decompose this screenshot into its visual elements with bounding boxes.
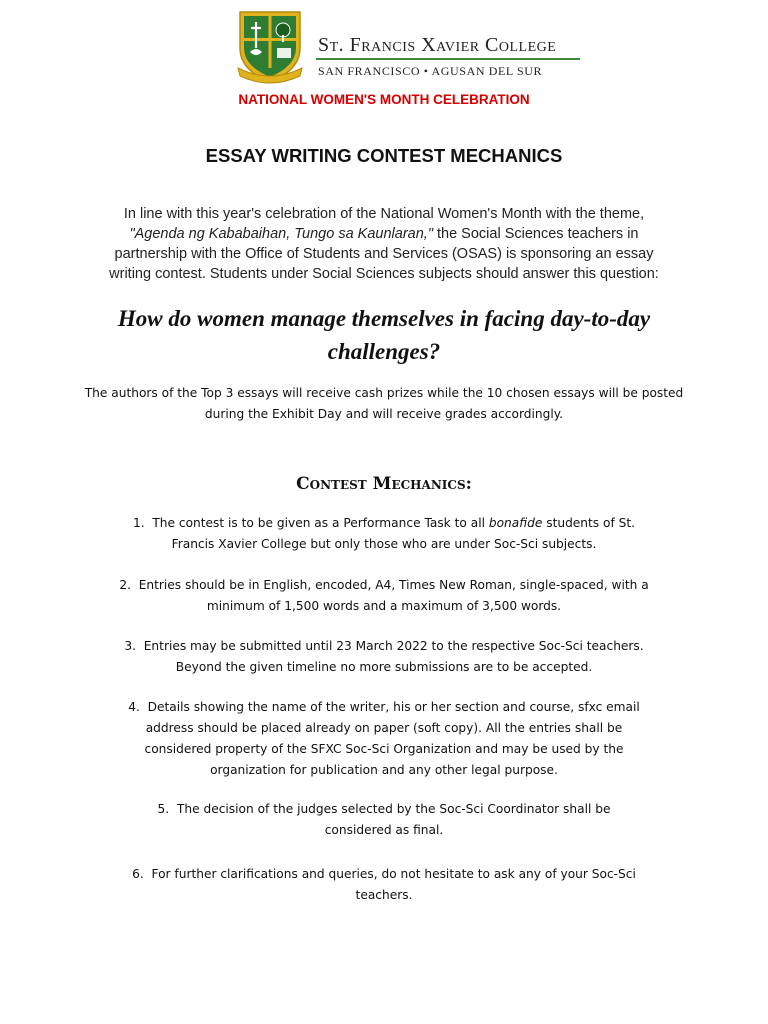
college-crest-logo	[236, 8, 304, 84]
essay-question: How do women manage themselves in facing day-to-day challenges?	[117, 306, 651, 364]
rule-emphasis: bonafide	[488, 516, 543, 530]
intro-text-part2: the Social Sciences teachers in partnership with the Office of Students and Services (OSAS) is sponsoring an essay writing contest. Students under Social Sciences subjects should answer this question:	[109, 226, 659, 282]
prizes-paragraph: The authors of the Top 3 essays will receive cash prizes while the 10 chosen essays will be posted during the Exhibit Day and will receive grades accordingly.	[84, 386, 684, 421]
rule-item-5	[140, 799, 628, 841]
rule-text: students of St. Francis Xavier College but only those who are under Soc-Sci subjects.	[171, 516, 636, 551]
rule-text: Entries should be in English, encoded, A4, Times New Roman, single-spaced, with a minimum of 1,500 words and a maximum of 3,500 words.	[138, 578, 649, 613]
college-header	[236, 8, 596, 84]
rule-number: 4.	[128, 700, 140, 714]
mechanics-heading: Contest Mechanics:	[296, 474, 472, 494]
rule-item-6	[112, 864, 656, 906]
rule-number: 2.	[119, 578, 131, 592]
rule-text: The contest is to be given as a Performance Task to all	[152, 516, 485, 530]
intro-text-part1: In line with this year's celebration of the National Women's Month with the theme,	[123, 206, 645, 222]
rule-number: 6.	[132, 867, 144, 881]
college-name: St. Francis Xavier College	[318, 34, 557, 56]
rule-text: Details showing the name of the writer, his or her section and course, sfxc email address should be placed already on paper (soft copy). All the entries shall be considered property of the SFXC Soc-Sci Organization and may be used by the organization for publication and any other legal purpose.	[144, 700, 640, 777]
rule-number: 5.	[157, 802, 170, 816]
rule-text: Entries may be submitted until 23 March 2022 to the respective Soc-Sci teachers. Beyond the given timeline no more submissions are to be accepted.	[143, 639, 644, 674]
header-divider	[316, 58, 580, 60]
intro-paragraph	[96, 204, 672, 284]
rule-text: For further clarifications and queries, do not hesitate to ask any of your Soc-Sci teachers.	[151, 867, 636, 902]
intro-theme: "Agenda ng Kababaihan, Tungo sa Kaunlaran,"	[129, 226, 433, 242]
rule-number: 1.	[132, 516, 145, 530]
rule-text: The decision of the judges selected by the Soc-Sci Coordinator shall be considered as final.	[176, 802, 611, 837]
celebration-heading: NATIONAL WOMEN'S MONTH CELEBRATION	[238, 92, 530, 107]
rule-number: 3.	[124, 639, 136, 653]
rule-item-3	[108, 636, 660, 678]
page-title: ESSAY WRITING CONTEST MECHANICS	[205, 145, 563, 166]
rule-item-1	[120, 513, 648, 555]
college-location: SAN FRANCISCO • AGUSAN DEL SUR	[318, 64, 543, 78]
rule-item-2	[112, 575, 656, 617]
rule-item-4	[116, 697, 652, 781]
